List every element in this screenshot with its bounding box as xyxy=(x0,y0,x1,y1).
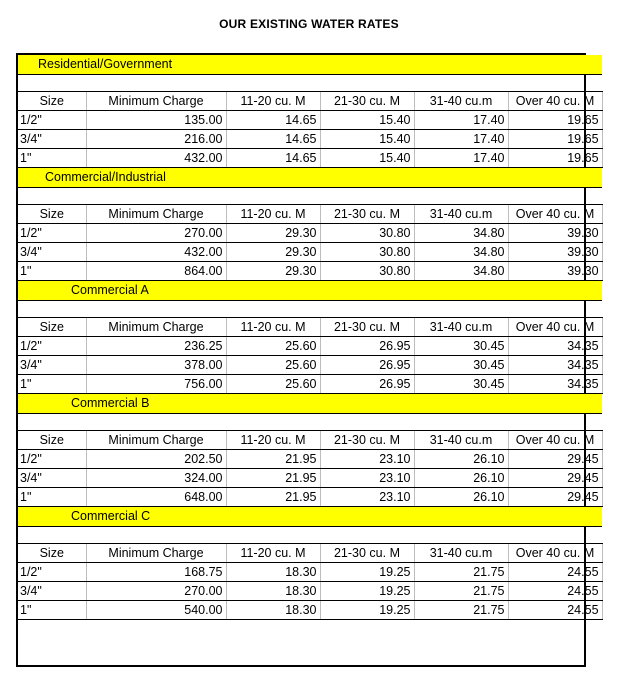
column-header: 31-40 cu.m xyxy=(414,431,508,450)
rate-value: 17.40 xyxy=(414,149,508,168)
size-cell: 3/4" xyxy=(18,243,86,262)
column-header: 21-30 cu. M xyxy=(320,318,414,337)
group-name: Residential/Government xyxy=(18,55,602,75)
spacer-row xyxy=(18,414,602,431)
rate-value: 21.75 xyxy=(414,563,508,582)
rate-value: 19.65 xyxy=(508,111,602,130)
column-header: Over 40 cu. M xyxy=(508,544,602,563)
rate-value: 168.75 xyxy=(86,563,226,582)
column-header: Minimum Charge xyxy=(86,205,226,224)
rate-value: 29.45 xyxy=(508,450,602,469)
column-header: 31-40 cu.m xyxy=(414,318,508,337)
rate-row xyxy=(18,469,602,488)
column-header: Minimum Charge xyxy=(86,92,226,111)
rate-value: 378.00 xyxy=(86,356,226,375)
column-header: 21-30 cu. M xyxy=(320,92,414,111)
rate-value: 39.30 xyxy=(508,262,602,281)
column-header-row xyxy=(18,205,602,224)
spacer-row xyxy=(18,301,602,318)
rate-row xyxy=(18,262,602,281)
rate-value: 29.30 xyxy=(226,262,320,281)
size-cell: 1/2" xyxy=(18,111,86,130)
rate-value: 17.40 xyxy=(414,111,508,130)
rate-value: 30.45 xyxy=(414,375,508,394)
size-cell: 1/2" xyxy=(18,450,86,469)
column-header: 21-30 cu. M xyxy=(320,544,414,563)
rate-row xyxy=(18,149,602,168)
size-cell: 3/4" xyxy=(18,130,86,149)
rate-value: 24.55 xyxy=(508,563,602,582)
column-header: 11-20 cu. M xyxy=(226,544,320,563)
rate-value: 34.35 xyxy=(508,375,602,394)
rate-row xyxy=(18,601,602,620)
rate-value: 24.55 xyxy=(508,601,602,620)
column-header: 11-20 cu. M xyxy=(226,92,320,111)
group-name: Commercial B xyxy=(18,394,602,414)
size-cell: 3/4" xyxy=(18,469,86,488)
rate-value: 23.10 xyxy=(320,488,414,507)
rate-value: 236.25 xyxy=(86,337,226,356)
rate-value: 26.10 xyxy=(414,488,508,507)
spacer-cell xyxy=(18,301,602,318)
column-header: 11-20 cu. M xyxy=(226,205,320,224)
rate-value: 15.40 xyxy=(320,111,414,130)
rate-row xyxy=(18,111,602,130)
rate-value: 30.45 xyxy=(414,337,508,356)
column-header: 21-30 cu. M xyxy=(320,431,414,450)
column-header: Minimum Charge xyxy=(86,544,226,563)
spacer-row xyxy=(18,75,602,92)
rate-value: 21.75 xyxy=(414,601,508,620)
rate-value: 540.00 xyxy=(86,601,226,620)
rate-value: 26.10 xyxy=(414,450,508,469)
rate-row xyxy=(18,337,602,356)
rate-value: 270.00 xyxy=(86,224,226,243)
spacer-row xyxy=(18,188,602,205)
rate-row xyxy=(18,224,602,243)
size-cell: 1/2" xyxy=(18,563,86,582)
rate-value: 432.00 xyxy=(86,149,226,168)
rate-value: 30.80 xyxy=(320,262,414,281)
size-cell: 1" xyxy=(18,488,86,507)
rate-value: 18.30 xyxy=(226,582,320,601)
group-band xyxy=(18,507,602,527)
rate-value: 432.00 xyxy=(86,243,226,262)
column-header: Size xyxy=(18,431,86,450)
rate-value: 30.80 xyxy=(320,224,414,243)
rate-value: 25.60 xyxy=(226,337,320,356)
rate-value: 29.45 xyxy=(508,488,602,507)
rate-row xyxy=(18,450,602,469)
rate-value: 19.25 xyxy=(320,582,414,601)
rates-table xyxy=(18,55,603,620)
page-title: OUR EXISTING WATER RATES xyxy=(219,17,399,31)
rate-value: 18.30 xyxy=(226,563,320,582)
rate-value: 30.45 xyxy=(414,356,508,375)
rate-value: 324.00 xyxy=(86,469,226,488)
rate-value: 21.95 xyxy=(226,450,320,469)
spacer-cell xyxy=(18,188,602,205)
size-cell: 1" xyxy=(18,262,86,281)
column-header: 11-20 cu. M xyxy=(226,431,320,450)
size-cell: 1" xyxy=(18,149,86,168)
rate-value: 29.30 xyxy=(226,224,320,243)
column-header: 31-40 cu.m xyxy=(414,92,508,111)
column-header-row xyxy=(18,544,602,563)
rate-value: 15.40 xyxy=(320,149,414,168)
column-header: Over 40 cu. M xyxy=(508,92,602,111)
rate-row xyxy=(18,130,602,149)
group-band xyxy=(18,394,602,414)
rate-value: 25.60 xyxy=(226,356,320,375)
rate-value: 14.65 xyxy=(226,149,320,168)
rate-value: 648.00 xyxy=(86,488,226,507)
column-header: Size xyxy=(18,544,86,563)
rate-value: 34.80 xyxy=(414,243,508,262)
group-band xyxy=(18,281,602,301)
group-name: Commercial A xyxy=(18,281,602,301)
rates-table-body xyxy=(18,55,602,620)
rate-value: 21.75 xyxy=(414,582,508,601)
rate-value: 135.00 xyxy=(86,111,226,130)
rate-value: 15.40 xyxy=(320,130,414,149)
column-header: Over 40 cu. M xyxy=(508,431,602,450)
rate-value: 270.00 xyxy=(86,582,226,601)
rate-value: 19.25 xyxy=(320,601,414,620)
group-band xyxy=(18,168,602,188)
rate-value: 19.65 xyxy=(508,130,602,149)
size-cell: 1" xyxy=(18,601,86,620)
rate-value: 26.95 xyxy=(320,356,414,375)
size-cell: 1/2" xyxy=(18,224,86,243)
rate-value: 26.95 xyxy=(320,375,414,394)
rate-value: 19.65 xyxy=(508,149,602,168)
rate-value: 34.80 xyxy=(414,224,508,243)
column-header: Minimum Charge xyxy=(86,318,226,337)
spacer-cell xyxy=(18,414,602,431)
rate-value: 34.80 xyxy=(414,262,508,281)
rate-value: 14.65 xyxy=(226,111,320,130)
rate-row xyxy=(18,563,602,582)
rate-value: 21.95 xyxy=(226,488,320,507)
size-cell: 3/4" xyxy=(18,582,86,601)
rate-value: 25.60 xyxy=(226,375,320,394)
column-header: 11-20 cu. M xyxy=(226,318,320,337)
rate-row xyxy=(18,243,602,262)
spacer-row xyxy=(18,527,602,544)
group-name: Commercial C xyxy=(18,507,602,527)
column-header: 21-30 cu. M xyxy=(320,205,414,224)
rate-value: 39.30 xyxy=(508,243,602,262)
column-header: Minimum Charge xyxy=(86,431,226,450)
rate-value: 30.80 xyxy=(320,243,414,262)
rate-value: 26.95 xyxy=(320,337,414,356)
column-header: Size xyxy=(18,92,86,111)
rate-value: 18.30 xyxy=(226,601,320,620)
spacer-cell xyxy=(18,527,602,544)
column-header: Size xyxy=(18,205,86,224)
group-band xyxy=(18,55,602,75)
rate-value: 24.55 xyxy=(508,582,602,601)
column-header: Over 40 cu. M xyxy=(508,318,602,337)
rate-row xyxy=(18,582,602,601)
rate-value: 202.50 xyxy=(86,450,226,469)
rate-value: 21.95 xyxy=(226,469,320,488)
rate-value: 864.00 xyxy=(86,262,226,281)
column-header-row xyxy=(18,431,602,450)
column-header-row xyxy=(18,318,602,337)
rate-value: 29.30 xyxy=(226,243,320,262)
column-header: 31-40 cu.m xyxy=(414,544,508,563)
rate-value: 23.10 xyxy=(320,450,414,469)
rate-value: 19.25 xyxy=(320,563,414,582)
group-name: Commercial/Industrial xyxy=(18,168,602,188)
rates-sheet xyxy=(16,53,599,667)
size-cell: 1" xyxy=(18,375,86,394)
size-cell: 3/4" xyxy=(18,356,86,375)
rate-row xyxy=(18,488,602,507)
rate-value: 26.10 xyxy=(414,469,508,488)
spacer-cell xyxy=(18,75,602,92)
rate-value: 34.35 xyxy=(508,337,602,356)
rate-row xyxy=(18,375,602,394)
size-cell: 1/2" xyxy=(18,337,86,356)
column-header: 31-40 cu.m xyxy=(414,205,508,224)
rate-value: 14.65 xyxy=(226,130,320,149)
rate-value: 39.30 xyxy=(508,224,602,243)
column-header-row xyxy=(18,92,602,111)
rate-value: 756.00 xyxy=(86,375,226,394)
rate-value: 34.35 xyxy=(508,356,602,375)
rate-value: 216.00 xyxy=(86,130,226,149)
rate-value: 17.40 xyxy=(414,130,508,149)
rate-row xyxy=(18,356,602,375)
column-header: Over 40 cu. M xyxy=(508,205,602,224)
rate-value: 29.45 xyxy=(508,469,602,488)
column-header: Size xyxy=(18,318,86,337)
rate-value: 23.10 xyxy=(320,469,414,488)
